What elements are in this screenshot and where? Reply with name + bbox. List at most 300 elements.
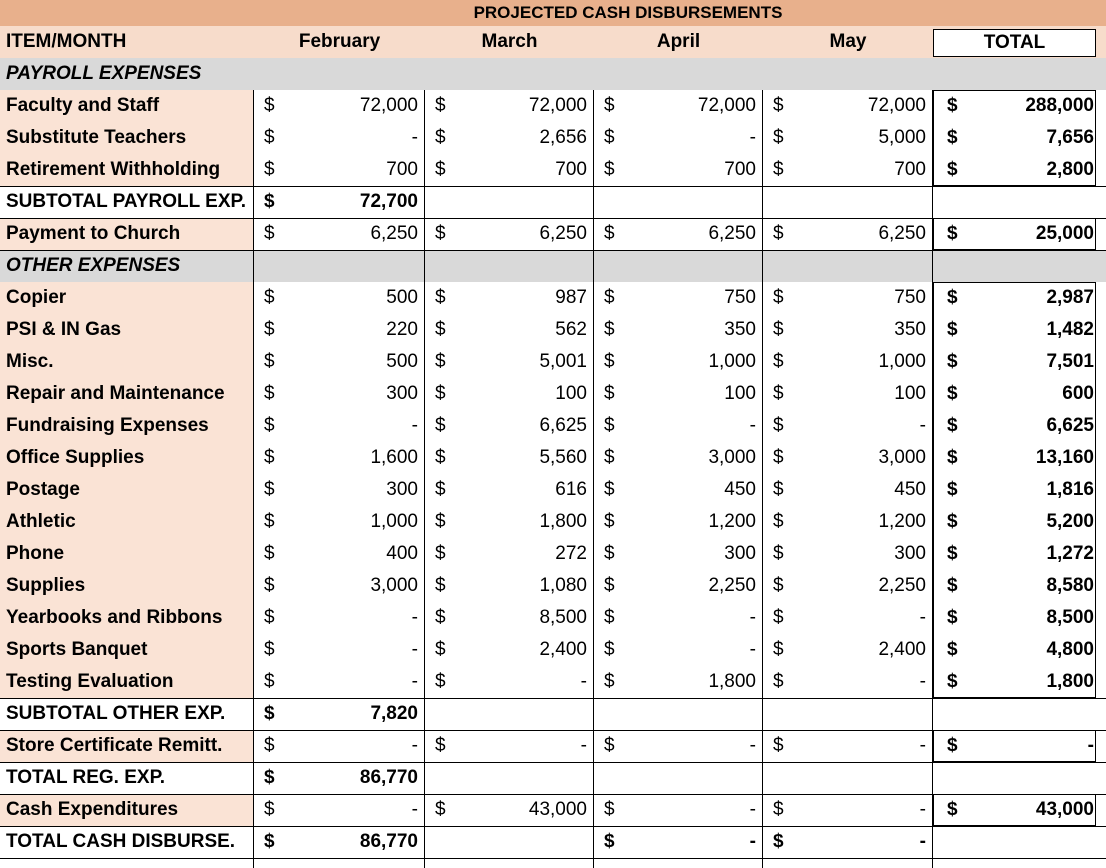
row-label-athletic[interactable]: Athletic [0, 506, 254, 538]
header-total-cell[interactable] [933, 26, 1106, 58]
currency-symbol: $ [947, 671, 958, 692]
cell-value: 86,770 [359, 767, 418, 788]
cell-substitute-feb[interactable] [254, 122, 425, 154]
currency-symbol: $ [947, 735, 958, 756]
cell-value: 750 [724, 287, 756, 308]
cell-value: 1,200 [708, 511, 756, 532]
currency-symbol: $ [773, 831, 784, 852]
currency-symbol: $ [435, 383, 446, 404]
row-label-church[interactable]: Payment to Church [0, 218, 254, 250]
cell-office-total[interactable] [933, 442, 1106, 474]
cell-total-cash-feb[interactable] [254, 826, 425, 858]
header-may[interactable]: May [763, 26, 933, 58]
grid-line [253, 90, 254, 868]
cell-testing-mar[interactable] [425, 666, 594, 698]
cell-value: - [749, 607, 756, 628]
cell-church-total[interactable] [933, 218, 1106, 250]
cell-value: - [411, 639, 418, 660]
row-label-supplies[interactable]: Supplies [0, 570, 254, 602]
cell-value: 1,800 [1046, 671, 1094, 692]
row-label-cash-exp[interactable]: Cash Expenditures [0, 794, 254, 826]
section-other-expenses[interactable]: OTHER EXPENSES [0, 250, 933, 282]
cell-total-reg-feb[interactable] [254, 762, 425, 794]
row-label-subtotal-payroll[interactable]: SUBTOTAL PAYROLL EXP. [0, 186, 254, 218]
currency-symbol: $ [947, 95, 958, 116]
currency-symbol: $ [947, 127, 958, 148]
cell-value: 500 [386, 287, 418, 308]
currency-symbol: $ [604, 383, 615, 404]
row-label-store[interactable]: Store Certificate Remitt. [0, 730, 254, 762]
cell-value: 5,001 [539, 351, 587, 372]
cell-value: 1,600 [370, 447, 418, 468]
cell-store-feb[interactable] [254, 730, 425, 762]
currency-symbol: $ [264, 735, 275, 756]
cell-church-apr[interactable] [594, 218, 763, 250]
cell-repair-may[interactable] [763, 378, 933, 410]
cell-value: 300 [724, 543, 756, 564]
cell-banquet-mar[interactable] [425, 634, 594, 666]
cell-total-cash-may[interactable] [763, 826, 933, 858]
currency-symbol: $ [604, 735, 615, 756]
cell-value: 7,501 [1046, 351, 1094, 372]
row-label-testing[interactable]: Testing Evaluation [0, 666, 254, 698]
header-item-month[interactable]: ITEM/MONTH [0, 26, 254, 58]
cell-value: 2,250 [708, 575, 756, 596]
row-label-total-cash[interactable]: TOTAL CASH DISBURSE. [0, 826, 254, 858]
row-label-retirement[interactable]: Retirement Withholding [0, 154, 254, 186]
section-other-total-cell[interactable] [933, 250, 1106, 282]
cell-phone-feb[interactable] [254, 538, 425, 570]
cell-value: 1,816 [1046, 479, 1094, 500]
cell-copier-may[interactable] [763, 282, 933, 314]
cell-cash-exp-mar[interactable] [425, 794, 594, 826]
cell-store-total[interactable] [933, 730, 1106, 762]
cell-value: 6,625 [1046, 415, 1094, 436]
currency-symbol: $ [435, 159, 446, 180]
cell-value: - [411, 671, 418, 692]
cell-value: 1,000 [370, 511, 418, 532]
cell-value: - [411, 799, 418, 820]
cell-psi-feb[interactable] [254, 314, 425, 346]
cell-retirement-total[interactable] [933, 154, 1106, 186]
currency-symbol: $ [604, 671, 615, 692]
section-payroll-total-cell[interactable] [933, 58, 1106, 90]
header-total: TOTAL [933, 29, 1096, 57]
currency-symbol: $ [264, 447, 275, 468]
cell-repair-total[interactable] [933, 378, 1106, 410]
cell-value: 450 [894, 479, 926, 500]
grid-line [0, 858, 1106, 859]
cell-value: 72,000 [359, 95, 418, 116]
cell-value: 1,080 [539, 575, 587, 596]
currency-symbol: $ [604, 831, 615, 852]
cell-supplies-mar[interactable] [425, 570, 594, 602]
cell-value: - [749, 415, 756, 436]
cell-value: 100 [724, 383, 756, 404]
cell-retirement-mar[interactable] [425, 154, 594, 186]
row-label-phone[interactable]: Phone [0, 538, 254, 570]
currency-symbol: $ [264, 639, 275, 660]
cell-value: 1,482 [1046, 319, 1094, 340]
cell-total-reg-may[interactable] [763, 762, 933, 794]
cell-athletic-mar[interactable] [425, 506, 594, 538]
cell-subtotal-payroll-may[interactable] [763, 186, 933, 218]
currency-symbol: $ [435, 511, 446, 532]
cell-subtotal-other-apr[interactable] [594, 698, 763, 730]
grid-line [0, 250, 1106, 251]
cell-misc-may[interactable] [763, 346, 933, 378]
cell-supplies-total[interactable] [933, 570, 1106, 602]
cell-total-reg-total[interactable] [933, 762, 1106, 794]
currency-symbol: $ [773, 735, 784, 756]
currency-symbol: $ [435, 447, 446, 468]
cell-psi-mar[interactable] [425, 314, 594, 346]
cell-value: - [749, 735, 756, 756]
currency-symbol: $ [773, 671, 784, 692]
cell-value: 300 [894, 543, 926, 564]
cell-testing-total[interactable] [933, 666, 1106, 698]
currency-symbol: $ [947, 543, 958, 564]
header-february[interactable]: February [254, 26, 425, 58]
cell-value: 13,160 [1035, 447, 1094, 468]
cell-retirement-feb[interactable] [254, 154, 425, 186]
cell-postage-mar[interactable] [425, 474, 594, 506]
cell-cash-exp-may[interactable] [763, 794, 933, 826]
cell-subtotal-other-feb[interactable] [254, 698, 425, 730]
grid-line [0, 218, 1106, 219]
cell-value: 6,625 [539, 415, 587, 436]
cell-total-cash-mar[interactable] [425, 826, 594, 858]
currency-symbol: $ [773, 383, 784, 404]
currency-symbol: $ [435, 639, 446, 660]
cell-supplies-apr[interactable] [594, 570, 763, 602]
cell-substitute-mar[interactable] [425, 122, 594, 154]
cell-total-cash-total[interactable] [933, 826, 1106, 858]
currency-symbol: $ [773, 575, 784, 596]
cell-value: 600 [1062, 383, 1094, 404]
cell-value: 1,272 [1046, 543, 1094, 564]
cell-banquet-apr[interactable] [594, 634, 763, 666]
currency-symbol: $ [435, 543, 446, 564]
currency-symbol: $ [947, 223, 958, 244]
cell-value: 700 [555, 159, 587, 180]
cell-substitute-total[interactable] [933, 122, 1106, 154]
cell-value: 300 [386, 383, 418, 404]
cell-church-may[interactable] [763, 218, 933, 250]
cell-value: 8,580 [1046, 575, 1094, 596]
cell-athletic-feb[interactable] [254, 506, 425, 538]
cell-postage-may[interactable] [763, 474, 933, 506]
currency-symbol: $ [947, 351, 958, 372]
cell-copier-mar[interactable] [425, 282, 594, 314]
cell-phone-mar[interactable] [425, 538, 594, 570]
cell-phone-apr[interactable] [594, 538, 763, 570]
cell-postage-total[interactable] [933, 474, 1106, 506]
cell-faculty-total[interactable] [933, 90, 1106, 122]
cell-phone-total[interactable] [933, 538, 1106, 570]
currency-symbol: $ [435, 319, 446, 340]
cell-athletic-may[interactable] [763, 506, 933, 538]
cell-testing-feb[interactable] [254, 666, 425, 698]
currency-symbol: $ [264, 415, 275, 436]
cell-repair-apr[interactable] [594, 378, 763, 410]
currency-symbol: $ [264, 575, 275, 596]
cell-substitute-may[interactable] [763, 122, 933, 154]
cell-value: 8,500 [539, 607, 587, 628]
cell-value: 987 [555, 287, 587, 308]
cell-fundraising-apr[interactable] [594, 410, 763, 442]
grid-line [0, 762, 1106, 763]
currency-symbol: $ [604, 287, 615, 308]
currency-symbol: $ [264, 671, 275, 692]
cell-athletic-apr[interactable] [594, 506, 763, 538]
row-label-repair[interactable]: Repair and Maintenance [0, 378, 254, 410]
cell-value: 6,250 [370, 223, 418, 244]
cell-subtotal-other-total[interactable] [933, 698, 1106, 730]
currency-symbol: $ [947, 319, 958, 340]
cell-supplies-may[interactable] [763, 570, 933, 602]
currency-symbol: $ [604, 95, 615, 116]
row-label-fundraising[interactable]: Fundraising Expenses [0, 410, 254, 442]
currency-symbol: $ [264, 351, 275, 372]
currency-symbol: $ [773, 95, 784, 116]
header-march[interactable]: March [425, 26, 594, 58]
cell-value: 2,987 [1046, 287, 1094, 308]
cell-supplies-feb[interactable] [254, 570, 425, 602]
row-label-misc[interactable]: Misc. [0, 346, 254, 378]
currency-symbol: $ [947, 447, 958, 468]
row-label-banquet[interactable]: Sports Banquet [0, 634, 254, 666]
currency-symbol: $ [264, 799, 275, 820]
cell-value: 7,656 [1046, 127, 1094, 148]
cell-store-apr[interactable] [594, 730, 763, 762]
row-label-office[interactable]: Office Supplies [0, 442, 254, 474]
cell-value: - [919, 831, 926, 852]
currency-symbol: $ [435, 223, 446, 244]
currency-symbol: $ [264, 767, 275, 788]
cell-value: - [580, 735, 587, 756]
header-april[interactable]: April [594, 26, 763, 58]
row-label-copier[interactable]: Copier [0, 282, 254, 314]
cell-phone-may[interactable] [763, 538, 933, 570]
cell-misc-feb[interactable] [254, 346, 425, 378]
cell-postage-feb[interactable] [254, 474, 425, 506]
currency-symbol: $ [264, 287, 275, 308]
cell-psi-may[interactable] [763, 314, 933, 346]
cell-value: 2,400 [878, 639, 926, 660]
currency-symbol: $ [773, 159, 784, 180]
cell-value: 1,800 [539, 511, 587, 532]
currency-symbol: $ [264, 479, 275, 500]
currency-symbol: $ [773, 351, 784, 372]
currency-symbol: $ [435, 607, 446, 628]
cell-psi-apr[interactable] [594, 314, 763, 346]
cell-value: - [749, 639, 756, 660]
cell-cash-exp-apr[interactable] [594, 794, 763, 826]
currency-symbol: $ [435, 95, 446, 116]
cell-value: 300 [386, 479, 418, 500]
cell-value: 700 [386, 159, 418, 180]
row-label-yearbooks[interactable]: Yearbooks and Ribbons [0, 602, 254, 634]
row-label-postage[interactable]: Postage [0, 474, 254, 506]
row-label-subtotal-other[interactable]: SUBTOTAL OTHER EXP. [0, 698, 254, 730]
cell-subtotal-payroll-feb[interactable] [254, 186, 425, 218]
cell-value: 100 [894, 383, 926, 404]
cell-value: 5,200 [1046, 511, 1094, 532]
cell-yearbooks-may[interactable] [763, 602, 933, 634]
cell-yearbooks-feb[interactable] [254, 602, 425, 634]
cell-faculty-may[interactable] [763, 90, 933, 122]
currency-symbol: $ [604, 223, 615, 244]
currency-symbol: $ [604, 127, 615, 148]
cell-faculty-apr[interactable] [594, 90, 763, 122]
cell-value: 562 [555, 319, 587, 340]
cell-value: - [749, 831, 756, 852]
currency-symbol: $ [947, 159, 958, 180]
currency-symbol: $ [604, 351, 615, 372]
cell-total-reg-apr[interactable] [594, 762, 763, 794]
cell-subtotal-payroll-apr[interactable] [594, 186, 763, 218]
cell-value: 1,000 [708, 351, 756, 372]
cell-church-feb[interactable] [254, 218, 425, 250]
cell-value: 43,000 [1035, 799, 1094, 820]
currency-symbol: $ [604, 543, 615, 564]
section-payroll-expenses[interactable]: PAYROLL EXPENSES [0, 58, 933, 90]
cell-value: 2,400 [539, 639, 587, 660]
cell-subtotal-payroll-total[interactable] [933, 186, 1106, 218]
sheet-title: PROJECTED CASH DISBURSEMENTS [0, 0, 1106, 26]
cell-banquet-total[interactable] [933, 634, 1106, 666]
cell-yearbooks-apr[interactable] [594, 602, 763, 634]
cell-value: 72,000 [697, 95, 756, 116]
cell-yearbooks-mar[interactable] [425, 602, 594, 634]
currency-symbol: $ [604, 415, 615, 436]
cell-value: - [1087, 735, 1094, 756]
currency-symbol: $ [947, 511, 958, 532]
cell-cash-exp-total[interactable] [933, 794, 1106, 826]
cell-value: 272 [555, 543, 587, 564]
cell-value: 25,000 [1035, 223, 1094, 244]
cell-office-mar[interactable] [425, 442, 594, 474]
grid-line [0, 826, 1106, 827]
row-label-faculty[interactable]: Faculty and Staff [0, 90, 254, 122]
currency-symbol: $ [947, 575, 958, 596]
cell-misc-total[interactable] [933, 346, 1106, 378]
cell-value: - [580, 671, 587, 692]
cell-copier-total[interactable] [933, 282, 1106, 314]
currency-symbol: $ [435, 127, 446, 148]
cell-psi-total[interactable] [933, 314, 1106, 346]
cell-testing-apr[interactable] [594, 666, 763, 698]
row-label-psi[interactable]: PSI & IN Gas [0, 314, 254, 346]
cell-copier-apr[interactable] [594, 282, 763, 314]
cell-retirement-may[interactable] [763, 154, 933, 186]
currency-symbol: $ [947, 415, 958, 436]
cell-misc-mar[interactable] [425, 346, 594, 378]
cell-value: 2,250 [878, 575, 926, 596]
cell-fundraising-total[interactable] [933, 410, 1106, 442]
cell-value: 3,000 [878, 447, 926, 468]
cell-value: 700 [724, 159, 756, 180]
cell-banquet-may[interactable] [763, 634, 933, 666]
row-label-total-reg[interactable]: TOTAL REG. EXP. [0, 762, 254, 794]
currency-symbol: $ [773, 607, 784, 628]
cell-postage-apr[interactable] [594, 474, 763, 506]
cell-office-feb[interactable] [254, 442, 425, 474]
cell-value: 72,700 [359, 191, 418, 212]
cell-fundraising-mar[interactable] [425, 410, 594, 442]
cell-value: 2,800 [1046, 159, 1094, 180]
cell-subtotal-payroll-mar[interactable] [425, 186, 594, 218]
cell-value: 7,820 [370, 703, 418, 724]
cell-repair-feb[interactable] [254, 378, 425, 410]
cell-subtotal-other-mar[interactable] [425, 698, 594, 730]
cell-church-mar[interactable] [425, 218, 594, 250]
currency-symbol: $ [947, 607, 958, 628]
cell-cash-exp-feb[interactable] [254, 794, 425, 826]
cell-fundraising-feb[interactable] [254, 410, 425, 442]
currency-symbol: $ [435, 799, 446, 820]
cell-value: 8,500 [1046, 607, 1094, 628]
cell-value: 1,000 [878, 351, 926, 372]
currency-symbol: $ [773, 287, 784, 308]
cell-faculty-mar[interactable] [425, 90, 594, 122]
currency-symbol: $ [264, 607, 275, 628]
cell-value: - [749, 799, 756, 820]
cell-repair-mar[interactable] [425, 378, 594, 410]
cell-total-reg-mar[interactable] [425, 762, 594, 794]
cell-value: 43,000 [528, 799, 587, 820]
currency-symbol: $ [947, 639, 958, 660]
cell-testing-may[interactable] [763, 666, 933, 698]
cell-store-may[interactable] [763, 730, 933, 762]
cell-yearbooks-total[interactable] [933, 602, 1106, 634]
cell-value: - [919, 799, 926, 820]
cell-total-cash-apr[interactable] [594, 826, 763, 858]
cell-athletic-total[interactable] [933, 506, 1106, 538]
cell-value: 72,000 [867, 95, 926, 116]
cell-value: 700 [894, 159, 926, 180]
currency-symbol: $ [435, 575, 446, 596]
currency-symbol: $ [435, 415, 446, 436]
cell-banquet-feb[interactable] [254, 634, 425, 666]
currency-symbol: $ [604, 639, 615, 660]
cell-value: 5,560 [539, 447, 587, 468]
cell-faculty-feb[interactable] [254, 90, 425, 122]
cell-subtotal-other-may[interactable] [763, 698, 933, 730]
currency-symbol: $ [264, 703, 275, 724]
currency-symbol: $ [435, 735, 446, 756]
currency-symbol: $ [947, 287, 958, 308]
cell-copier-feb[interactable] [254, 282, 425, 314]
cell-value: - [919, 607, 926, 628]
cell-substitute-apr[interactable] [594, 122, 763, 154]
cell-office-may[interactable] [763, 442, 933, 474]
currency-symbol: $ [435, 671, 446, 692]
cell-store-mar[interactable] [425, 730, 594, 762]
cell-retirement-apr[interactable] [594, 154, 763, 186]
cell-value: 1,200 [878, 511, 926, 532]
cell-value: 400 [386, 543, 418, 564]
cell-value: 288,000 [1025, 95, 1094, 116]
cell-fundraising-may[interactable] [763, 410, 933, 442]
cell-misc-apr[interactable] [594, 346, 763, 378]
row-label-substitute[interactable]: Substitute Teachers [0, 122, 254, 154]
cell-value: 100 [555, 383, 587, 404]
cell-office-apr[interactable] [594, 442, 763, 474]
currency-symbol: $ [264, 383, 275, 404]
cell-value: 3,000 [370, 575, 418, 596]
